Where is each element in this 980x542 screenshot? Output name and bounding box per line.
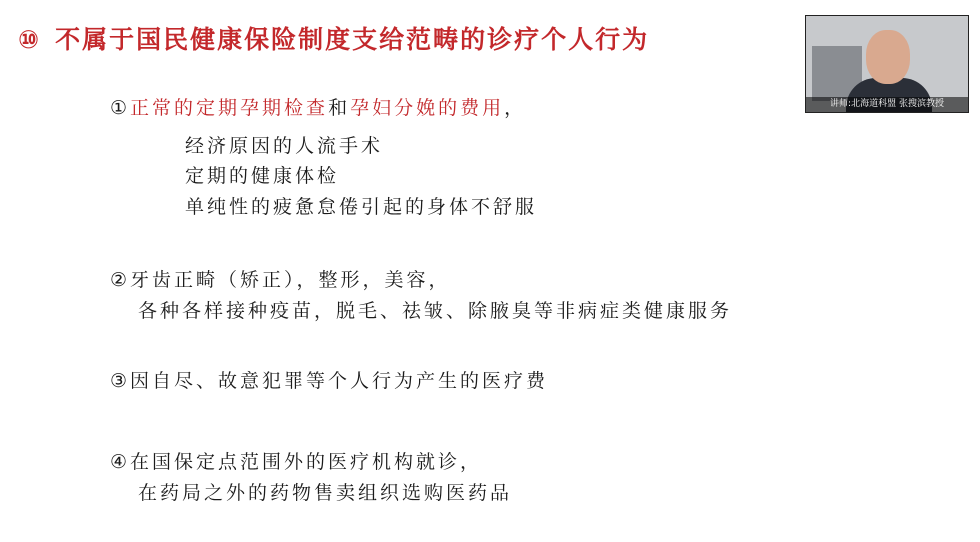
item1-red-b: 孕妇分娩的费用 bbox=[350, 97, 505, 119]
item1-end: ， bbox=[504, 97, 527, 119]
webcam-overlay bbox=[805, 15, 969, 113]
item2-line2: 各种各样接种疫苗，脱毛、祛皱、除腋臭等非病症类健康服务 bbox=[138, 300, 733, 322]
item1-sub2: 定期的健康体检 bbox=[185, 165, 340, 187]
item1-line bbox=[110, 93, 526, 120]
item1-sub3: 单纯性的疲惫怠倦引起的身体不舒服 bbox=[185, 196, 538, 218]
item1-black-a: 和 bbox=[328, 97, 351, 119]
webcam-caption: 讲师:北海道科盟 张搜滨教授 bbox=[806, 97, 968, 112]
title-number: ⑩ bbox=[18, 25, 42, 54]
slide-title bbox=[18, 20, 649, 56]
item3-line1: ③因自尽、故意犯罪等个人行为产生的医疗费 bbox=[110, 370, 549, 392]
title-text: 不属于国民健康保险制度支给范畴的诊疗个人行为 bbox=[55, 25, 650, 54]
item1-red-a: 正常的定期孕期检查 bbox=[130, 97, 329, 119]
presenter-head bbox=[866, 30, 910, 84]
item1-sub1: 经济原因的人流手术 bbox=[185, 135, 384, 157]
item1-marker: ① bbox=[110, 97, 131, 119]
item4-line2: 在药局之外的药物售卖组织选购医药品 bbox=[138, 482, 513, 504]
item4-line1: ④在国保定点范围外的医疗机构就诊， bbox=[110, 451, 483, 473]
item2-line1: ②牙齿正畸（矫正），整形，美容， bbox=[110, 269, 451, 291]
